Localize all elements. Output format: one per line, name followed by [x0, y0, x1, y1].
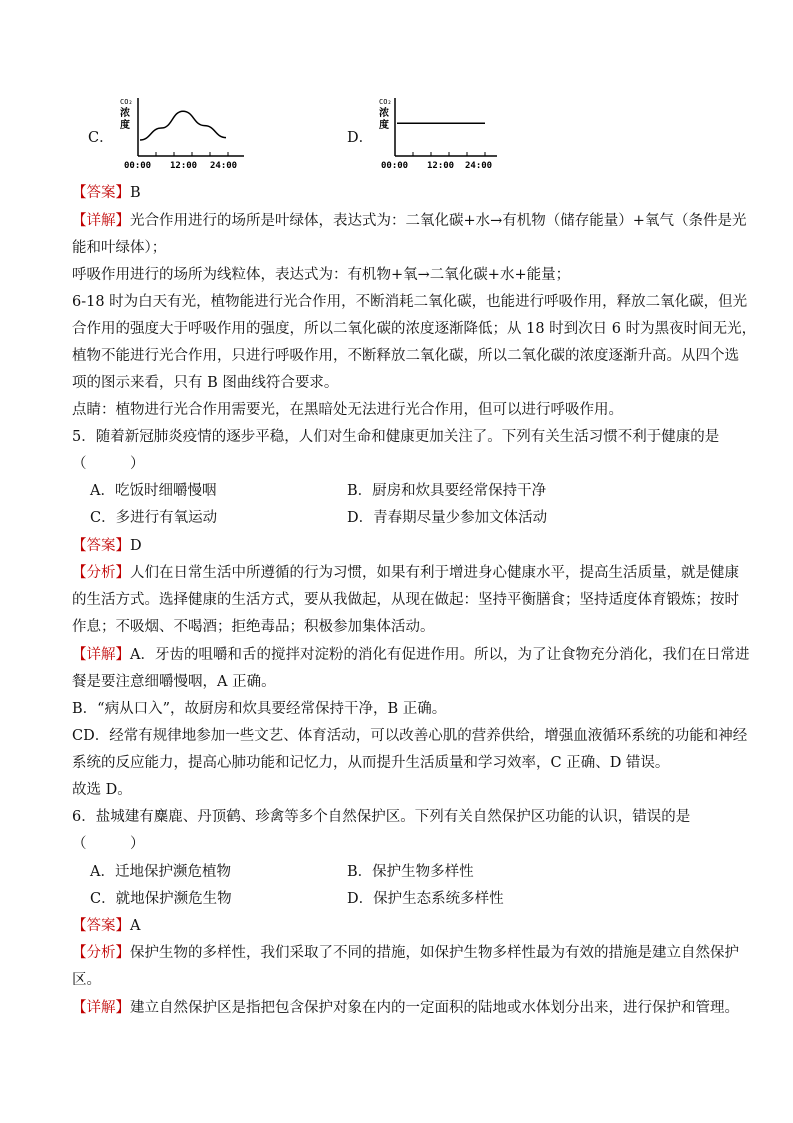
q4-para-1: 6-18 时为白天有光，植物能进行光合作用，不断消耗二氧化碳，也能进行呼吸作用，释放二氧化碳，但光 [72, 294, 748, 310]
y-label-co2: CO₂ [379, 98, 392, 106]
analysis-tag: 【分析】 [72, 565, 130, 581]
q5-option-b: B．厨房和炊具要经常保持干净 [347, 483, 547, 499]
answer-value: D [130, 538, 142, 554]
q4-answer [72, 183, 141, 203]
option-c-chart [88, 94, 258, 174]
q4-para-4: 项的图示来看，只有 B 图曲线符合要求。 [72, 375, 339, 391]
q5-analysis [72, 563, 739, 583]
option-d-letter: D． [347, 130, 374, 146]
q5-choose: 故选 D。 [72, 782, 132, 798]
answer-value: A [130, 918, 141, 934]
x-tick-label: 12:00 [427, 161, 455, 171]
answer-tag: 【答案】 [72, 918, 130, 934]
q4-para-3: 植物不能进行光合作用，只进行呼吸作用，不断释放二氧化碳，所以二氧化碳的浓度逐渐升高。从四个选 [72, 348, 739, 364]
q5-cd-2: 系统的反应能力，提高心肺功能和记忆力，从而提升生活质量和学习效率，C 正确、D 错误。 [72, 755, 670, 771]
q4-respiration: 呼吸作用进行的场所为线粒体，表达式为：有机物+氧→二氧化碳+水+能量； [72, 267, 571, 283]
x-tick-label: 24:00 [465, 161, 493, 171]
y-label-co2: CO₂ [120, 98, 133, 106]
q6-option-d: D．保护生态系统多样性 [347, 891, 504, 907]
option-d-chart [347, 94, 517, 174]
detail-text: A．牙齿的咀嚼和舌的搅拌对淀粉的消化有促进作用。所以，为了让食物充分消化，我们在日常进 [130, 647, 750, 663]
q6-answer [72, 916, 140, 936]
y-label-1: 浓 [379, 108, 389, 119]
q5-stem: 5．随着新冠肺炎疫情的逐步平稳，人们对生命和健康更加关注了。下列有关生活习惯不利于健康的是 [72, 429, 720, 445]
y-label-2: 度 [120, 120, 130, 131]
detail-text: 建立自然保护区是指把包含保护对象在内的一定面积的陆地或水体划分出来，进行保护和管理。 [130, 1000, 739, 1016]
q4-detail [72, 211, 746, 231]
q5-paren: （ ） [72, 456, 145, 472]
q6-option-a: A．迁地保护濒危植物 [90, 864, 231, 880]
q5-option-d: D．青春期尽量少参加文体活动 [347, 510, 548, 526]
detail-tag: 【详解】 [72, 1000, 130, 1016]
q5-detail [72, 645, 749, 665]
y-label-1: 浓 [120, 108, 130, 119]
analysis-text: 保护生物的多样性，我们采取了不同的措施，如保护生物多样性最为有效的措施是建立自然保护 [130, 945, 739, 961]
q5-analysis-3: 作息；不吸烟、不喝酒；拒绝毒品；积极参加集体活动。 [72, 619, 435, 635]
detail-tag: 【详解】 [72, 213, 130, 229]
y-label-2: 度 [379, 120, 389, 131]
answer-tag: 【答案】 [72, 185, 130, 201]
q6-option-b: B．保护生物多样性 [347, 864, 474, 880]
option-d-plot [347, 94, 517, 174]
q6-stem: 6．盐城建有麋鹿、丹顶鹤、珍禽等多个自然保护区。下列有关自然保护区功能的认识，错误的是 [72, 809, 691, 825]
q5-b-line: B．“病从口入”，故厨房和炊具要经常保持干净，B 正确。 [72, 701, 447, 717]
analysis-text: 人们在日常生活中所遵循的行为习惯，如果有利于增进身心健康水平，提高生活质量，就是健康 [130, 565, 739, 581]
x-tick-label: 00:00 [124, 161, 152, 171]
q4-note: 点睛：植物进行光合作用需要光，在黑暗处无法进行光合作用，但可以进行呼吸作用。 [72, 402, 623, 418]
x-tick-label: 00:00 [381, 161, 409, 171]
x-tick-label: 24:00 [210, 161, 238, 171]
q4-detail-cont: 能和叶绿体）； [72, 240, 167, 256]
q5-option-c: C．多进行有氧运动 [90, 510, 218, 526]
q6-analysis [72, 943, 739, 963]
analysis-tag: 【分析】 [72, 945, 130, 961]
q5-analysis-2: 的生活方式。选择健康的生活方式，要从我做起，从现在做起：坚持平衡膳食；坚持适度体育锻炼；按时 [72, 592, 739, 608]
option-c-letter: C． [88, 130, 114, 146]
q5-detail-2: 餐是要注意细嚼慢咽，A 正确。 [72, 674, 276, 690]
q5-option-a: A．吃饭时细嚼慢咽 [90, 483, 217, 499]
q6-paren: （ ） [72, 836, 145, 852]
detail-tag: 【详解】 [72, 647, 130, 663]
q4-para-2: 合作用的强度大于呼吸作用的强度，所以二氧化碳的浓度逐渐降低；从 18 时到次日 6 时为黑夜时间无光， [72, 321, 757, 337]
answer-value: B [130, 185, 141, 201]
q6-analysis-2: 区。 [72, 972, 101, 988]
detail-text: 光合作用进行的场所是叶绿体，表达式为：二氧化碳+水→有机物（储存能量）+氧气（条件是光 [130, 213, 747, 229]
q5-answer [72, 536, 142, 556]
x-tick-label: 12:00 [170, 161, 198, 171]
q5-cd-1: CD．经常有规律地参加一些文艺、体育活动，可以改善心肌的营养供给，增强血液循环系统的功能和神经 [72, 728, 748, 744]
answer-tag: 【答案】 [72, 538, 130, 554]
option-c-plot [88, 94, 258, 174]
q6-detail [72, 998, 739, 1018]
q6-option-c: C．就地保护濒危生物 [90, 891, 232, 907]
co2-curve-c [140, 111, 226, 140]
